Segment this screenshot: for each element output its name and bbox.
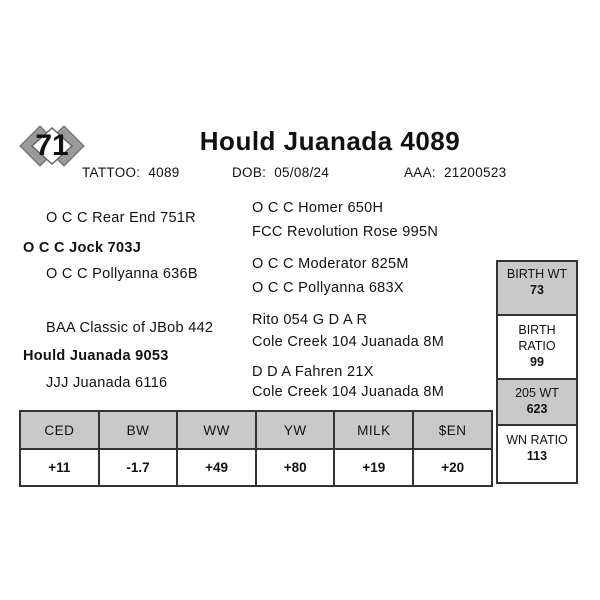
dam-dam-dam: Cole Creek 104 Juanada 8M	[252, 384, 445, 400]
birth-ratio-box	[496, 314, 578, 380]
epd-value-en: +20	[413, 449, 492, 486]
dam-sire: BAA Classic of JBob 442	[46, 320, 214, 336]
tattoo-value: 4089	[148, 165, 180, 180]
epd-value-row	[20, 449, 492, 486]
epd-value-yw: +80	[256, 449, 335, 486]
epd-value-milk: +19	[334, 449, 413, 486]
weaning-ratio-box	[496, 424, 578, 484]
epd-table	[19, 410, 493, 487]
weight-205-value: 623	[526, 402, 548, 416]
dam-dam-sire: D D A Fahren 21X	[252, 364, 374, 380]
birth-ratio-label-1: BIRTH	[518, 323, 556, 337]
epd-value-ced: +11	[20, 449, 99, 486]
sire-sire-dam: FCC Revolution Rose 995N	[252, 224, 439, 240]
birth-weight-box	[496, 260, 578, 316]
epd-header-row	[20, 411, 492, 449]
epd-header-yw: YW	[256, 411, 335, 449]
weight-205-box	[496, 378, 578, 426]
tattoo-field	[82, 165, 180, 180]
dam-sire-dam: Cole Creek 104 Juanada 8M	[252, 334, 445, 350]
birth-weight-value: 73	[530, 283, 544, 297]
sire-dam: O C C Pollyanna 636B	[46, 266, 198, 282]
sire-dam-dam: O C C Pollyanna 683X	[252, 280, 404, 296]
aaa-field	[404, 165, 506, 180]
epd-value-ww: +49	[177, 449, 256, 486]
dam: Hould Juanada 9053	[23, 348, 169, 364]
sire-dam-sire: O C C Moderator 825M	[252, 256, 409, 272]
aaa-label: AAA:	[404, 165, 436, 180]
dob-label: DOB:	[232, 165, 267, 180]
sire-sire: O C C Rear End 751R	[46, 210, 196, 226]
epd-value-bw: -1.7	[99, 449, 178, 486]
lot-badge	[14, 124, 90, 168]
aaa-value: 21200523	[443, 165, 507, 180]
epd-header-ced: CED	[20, 411, 99, 449]
birth-weight-label: BIRTH WT	[506, 267, 568, 281]
sire-sire-sire: O C C Homer 650H	[252, 200, 384, 216]
sire: O C C Jock 703J	[23, 240, 142, 256]
animal-name: Hould Juanada 4089	[199, 126, 461, 156]
weaning-ratio-label: WN RATIO	[506, 433, 568, 447]
epd-header-bw: BW	[99, 411, 178, 449]
epd-header-en: $EN	[413, 411, 492, 449]
lot-number: 71	[35, 129, 69, 162]
tattoo-label: TATTOO:	[82, 165, 141, 180]
weight-205-label: 205 WT	[515, 386, 559, 400]
dam-dam: JJJ Juanada 6116	[46, 375, 168, 391]
dob-value: 05/08/24	[274, 165, 330, 180]
weaning-ratio-value: 113	[526, 449, 548, 463]
birth-ratio-value: 99	[530, 355, 544, 369]
epd-header-milk: MILK	[334, 411, 413, 449]
dob-field	[232, 165, 329, 180]
birth-ratio-label-2: RATIO	[518, 339, 556, 353]
epd-header-ww: WW	[177, 411, 256, 449]
dam-sire-sire: Rito 054 G D A R	[252, 312, 368, 328]
